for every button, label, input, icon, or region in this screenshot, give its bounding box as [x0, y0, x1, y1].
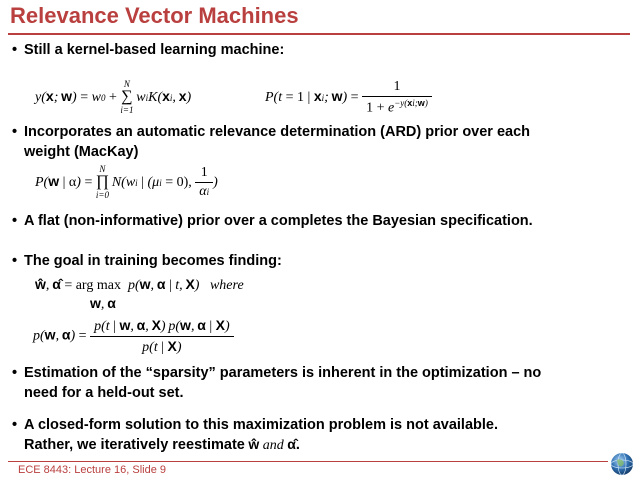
- bullet-text: A flat (non-informative) prior over a completes the Bayesian specification.: [24, 213, 533, 229]
- reestimate-symbols: ŵ and α̂: [248, 436, 296, 453]
- argmax-operator: arg max: [75, 278, 121, 293]
- bullet-text: The goal in training becomes finding:: [24, 253, 282, 269]
- bullet-text-continued: [12, 435, 498, 455]
- bullet-text: Still a kernel-based learning machine:: [24, 42, 285, 58]
- bullet-text: Estimation of the “sparsity” parameters is inherent in the optimization – no: [24, 365, 542, 381]
- bullet-text-reestimate: Rather, we iteratively reestimate: [24, 437, 245, 453]
- bullet-marker: •: [12, 42, 18, 58]
- equation-posterior: p(w, α) = $\frac{p(t | w, \alpha, X) p(w, \alpha | X)}{p(t | X)}$: [33, 318, 234, 355]
- argmax-subscript: w, α: [90, 295, 116, 312]
- bullet-text-continued: weight (MacKay): [24, 144, 139, 160]
- sentence-period: .: [295, 437, 300, 453]
- bullet-text: A closed-form solution to this maximization problem is not available.: [24, 417, 499, 433]
- bullet-training-goal: [12, 251, 282, 271]
- bullet-sparsity: [12, 363, 541, 403]
- bullet-marker: •: [12, 124, 18, 140]
- footer-rule: [8, 461, 608, 462]
- slide-footer: ECE 8443: Lecture 16, Slide 9: [18, 464, 166, 476]
- bullet-text: Incorporates an automatic relevance determination (ARD) prior over each: [24, 124, 531, 140]
- slide-title: Relevance Vector Machines: [10, 3, 299, 28]
- bullet-marker: •: [12, 253, 18, 269]
- where-word: where: [209, 278, 244, 293]
- equation-ard-prior: P(w | α) = N ∏ i=0 N(wi | (μi = 0), $\frac{1}{\alpha i}$ ): [35, 164, 218, 201]
- bullet-text-continued: need for a held-out set.: [24, 385, 184, 401]
- bullet-ard-prior: [12, 122, 530, 162]
- title-underline: [8, 33, 630, 35]
- bullet-flat-prior: [12, 211, 533, 231]
- bullet-marker: •: [12, 213, 18, 229]
- equation-argmax: ŵ, α̂ = arg max p(w, α | t, X) where: [35, 276, 244, 293]
- bullet-marker: •: [12, 417, 18, 433]
- bullet-marker: •: [12, 365, 18, 381]
- globe-icon: [610, 452, 634, 476]
- equation-model-output: y(x; w) = w0 + N ∑ i=1 wiK(xi, x): [35, 79, 192, 116]
- and-word: and: [262, 438, 284, 453]
- bullet-kernel-machine: [12, 40, 284, 60]
- equation-likelihood-sigmoid: P(t = 1 | xi; w) = $\frac{1}{1 + e^{-y(xi;w)}}$: [265, 80, 432, 116]
- bullet-closed-form: [12, 415, 498, 455]
